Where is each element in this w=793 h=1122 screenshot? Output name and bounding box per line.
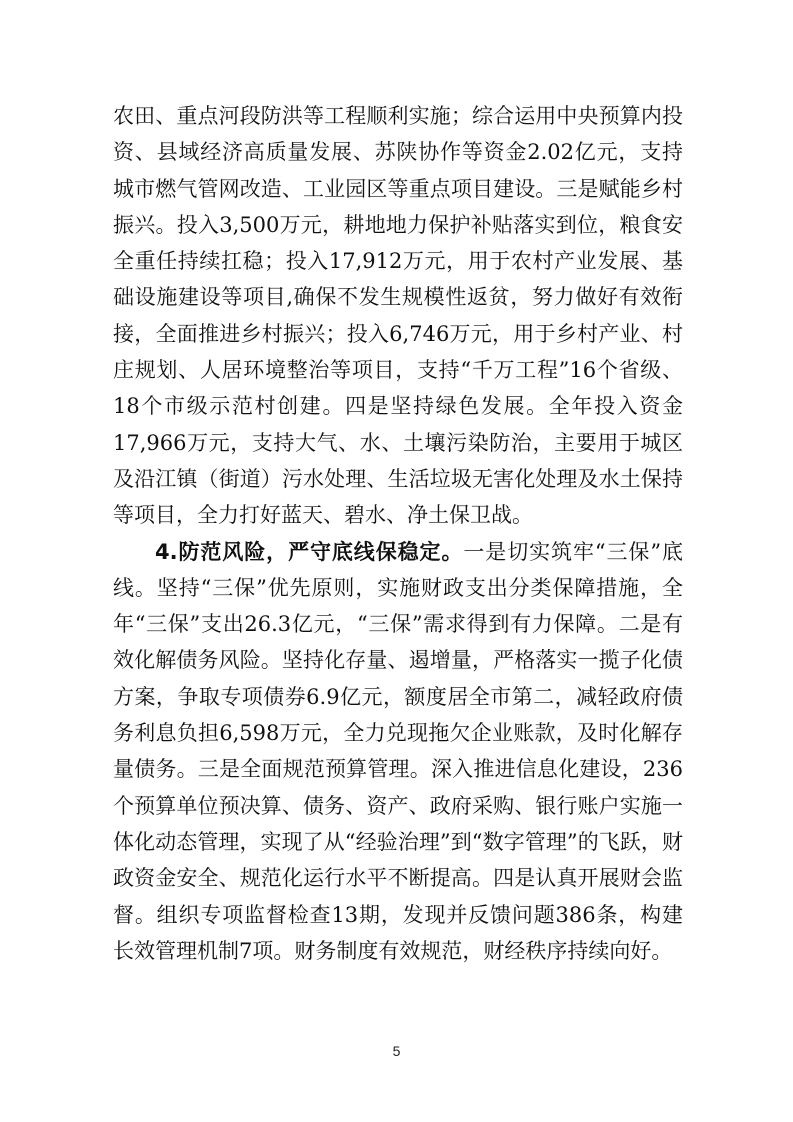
section-heading: 4.防范风险，严守底线保稳定。 — [155, 539, 464, 564]
paragraph-section-4 — [113, 534, 683, 970]
document-body — [113, 98, 683, 969]
paragraph-continued: 农田、重点河段防洪等工程顺利实施；综合运用中央预算内投资、县域经济高质量发展、苏陕协作等资金2.02亿元，支持城市燃气管网改造、工业园区等重点项目建设。三是赋能乡村振兴。投入3,500万元，耕地地力保护补贴落实到位，粮食安全重任持续扛稳；投入17,912万元，用于农村产业发展、基础设施建设等项目,确保不发生规模性返贫，努力做好有效衔接，全面推进乡村振兴；投入6,746万元，用于乡村产业、村庄规划、人居环境整治等项目，支持“千万工程”16个省级、18个市级示范村创建。四是坚持绿色发展。全年投入资金17,966万元，支持大气、水、土壤污染防治，主要用于城区及沿江镇（街道）污水处理、生活垃圾无害化处理及水土保持等项目，全力打好蓝天、碧水、净土保卫战。 — [113, 104, 683, 528]
page-number: 5 — [392, 1043, 401, 1059]
section-text: 一是切实筑牢“三保”底线。坚持“三保”优先原则，实施财政支出分类保障措施，全年“三保”支出26.3亿元，“三保”需求得到有力保障。二是有效化解债务风险。坚持化存量、遏增量，严格落实一揽子化债方案，争取专项债券6.9亿元，额度居全市第二，减轻政府债务利息负担6,598万元，全力兑现拖欠企业账款，及时化解存量债务。三是全面规范预算管理。深入推进信息化建设，236个预算单位预决算、债务、资产、政府采购、银行账户实施一体化动态管理，实现了从“经验治理”到“数字管理”的飞跃，财政资金安全、规范化运行水平不断提高。四是认真开展财会监督。组织专项监督检查13期，发现并反馈问题386条，构建长效管理机制7项。财务制度有效规范，财经秩序持续向好。 — [113, 539, 683, 963]
